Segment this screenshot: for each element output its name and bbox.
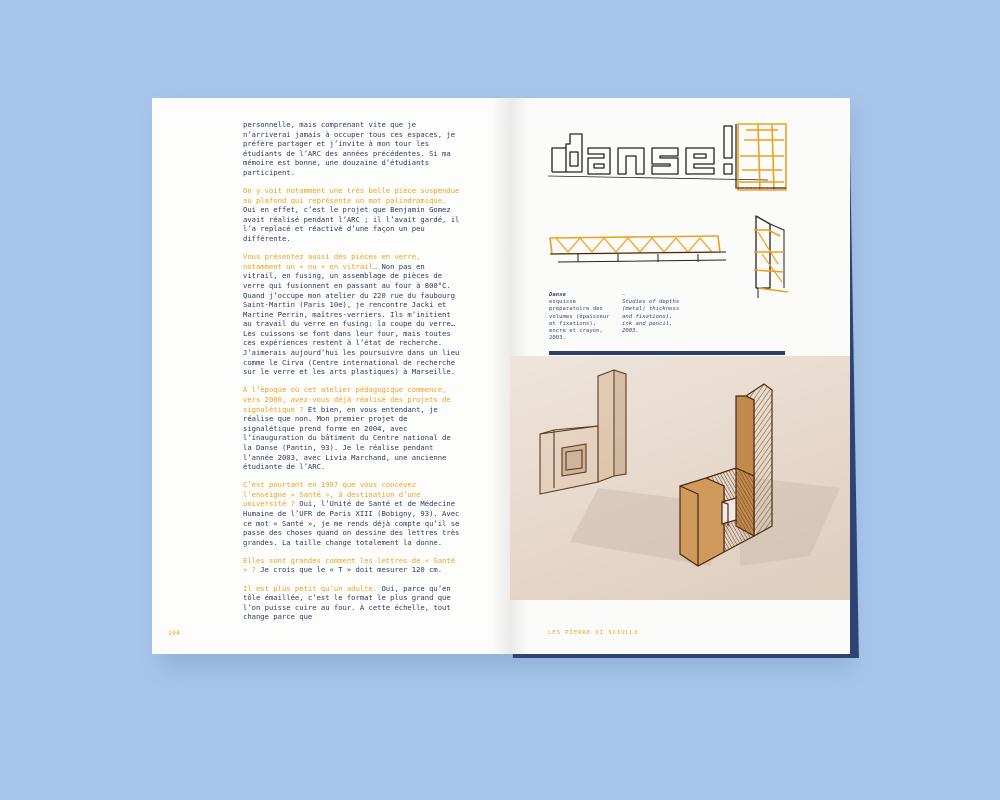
caption-english xyxy=(622,292,682,335)
interview-paragraph xyxy=(243,584,463,622)
caption-french-text: esquisse préparatoire des volumes (épaisseur et fixations), encre et crayon, 2003. xyxy=(549,299,610,342)
interview-answer: Et bien, en vous entendant, je réalise que non. Mon premier projet de signalétique prend forme en 2004, avec l’inauguration du bâtiment du Centre national de la Danse (Pantin, 93). Je le réalise pendant l’année 2003, avec Livia Marchand, une ancienne étudiante de l’ARC. xyxy=(243,404,451,472)
letter-d-pencil-drawing xyxy=(510,356,850,600)
sketch-letter-e xyxy=(686,148,714,174)
caption-title: Danse xyxy=(549,292,566,298)
interview-paragraph xyxy=(243,186,463,244)
interview-paragraph xyxy=(243,385,463,471)
interview-question: C’est pourtant en 1997 que vous concevez l’enseigne « Santé », à destination d’une université ? xyxy=(243,480,421,509)
interview-answer: Oui, l’Unité de Santé et de Médecine Humaine de l’UFR de Paris XIII (Bobigny, 93). Avec ce mot « Santé », je me rends déjà compte qu’il se passe des choses quand on dessine des lettres très grandes. La taille change totalement la donne. xyxy=(243,499,460,547)
caption-english-text: Studies of depths (metal) thickness and fixations), ink and pencil, 2003. xyxy=(622,299,680,335)
running-head: LES PIERRE DI SCIULLO xyxy=(548,630,639,636)
interview-question: On y voit notamment une très belle pièce suspendue au plafond qui représente un mot palindromique. xyxy=(243,186,460,205)
interview-question: Elles sont grandes comment les lettres de « Santé » ? xyxy=(243,555,456,575)
blue-rule xyxy=(549,351,785,355)
danse-letter-sketch xyxy=(548,112,810,298)
interview-paragraph xyxy=(243,480,463,547)
interview-paragraph xyxy=(243,252,463,377)
sketch-letter-n xyxy=(618,148,644,174)
sketch-letter-s xyxy=(652,148,678,174)
interview-question: À l’époque où cet atelier pédagogique commence, vers 2000, avez-vous déjà réalisé des projets de signalétique ? xyxy=(243,385,451,414)
caption-french xyxy=(549,292,613,342)
interview-paragraph xyxy=(243,120,463,178)
sketch-letter-a xyxy=(588,148,610,174)
interview-text-column xyxy=(243,120,463,630)
interview-question: Vous présentez aussi des pièces en verre, notamment un « nu » en vitrail… xyxy=(243,252,421,271)
interview-answer: personnelle, mais comprenant vite que je n’arriverai jamais à occuper tous ces espaces, je préfère partager et j’invite à mon tour les étudiants de l’ARC des années précédentes. Si ma mémoire est bonne, une douzaine d’étudiants participent. xyxy=(243,120,456,177)
interview-answer: Oui en effet, c’est le projet que Benjamin Gomez avait réalisé pendant l’ARC ; il l’avait gardé, il l’a replacé et réactivé d’une façon un peu différente. xyxy=(243,205,460,244)
interview-answer: Non pas en vitrail, en fusing, un assemblage de pièces de verre qui fusionnent en passant au four à 800°C. Quand j’occupe mon atelier du 220 rue du faubourg Saint-Martin (Paris 10e), je rencontre Jacki et Martine Perrin, maîtres-verriers. Ils m’initient au travail du verre en fusing: la coupe du verre… Les cuissons se font dans leur four, mais toutes ces expériences restent à l’état de recherche. J’aimerais aujourd’hui les poursuivre dans un lieu comme le Cirva (Centre international de recherche sur le verre et les arts plastiques) à Marseille. xyxy=(243,261,460,377)
interview-paragraph xyxy=(243,556,463,575)
interview-answer: Je crois que le « T » doit mesurer 120 cm. xyxy=(255,565,443,575)
page-number-left: 104 xyxy=(168,630,181,637)
interview-question: Il est plus petit qu’un adulte. xyxy=(243,583,378,593)
interview-answer: Oui, parce qu’en tôle émaillée, c’est le format le plus grand que l’on puisse cuire au four. À cette échelle, tout change parce que xyxy=(243,583,451,622)
caption-dash: — xyxy=(622,292,626,298)
sketch-letter-d xyxy=(566,134,582,172)
